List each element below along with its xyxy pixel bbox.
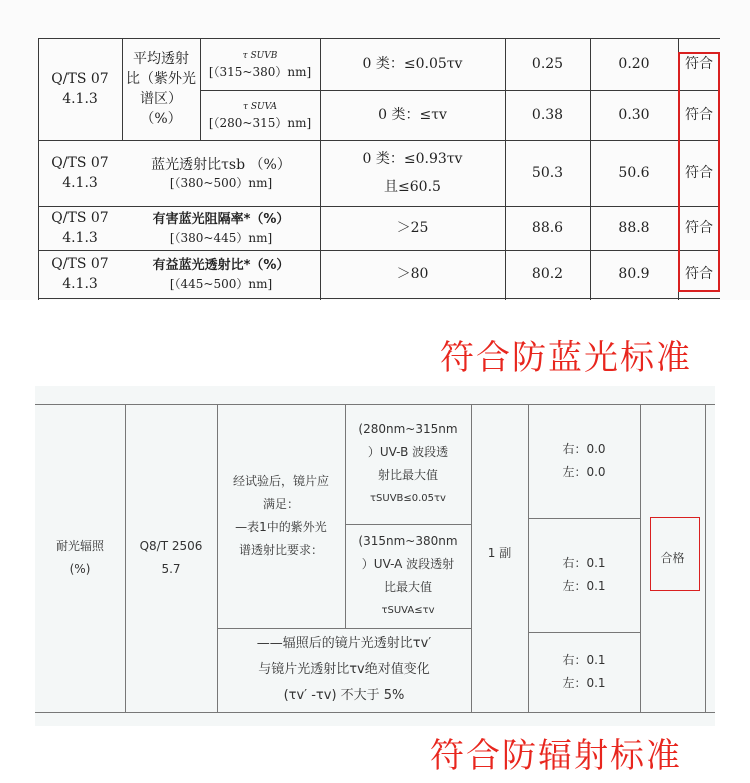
requirement-text: τSUVA≤τv [381,605,435,616]
item-text: 有益蓝光透射比*（%） [152,258,290,273]
requirement-text: 0 类：≤0.93τv [362,151,463,167]
value-cell [590,206,678,250]
item-text: [（380~500）nm] [169,176,273,190]
col-divider [705,404,706,712]
value-cell [528,632,640,712]
item-text: （%） [140,111,182,127]
subitem-cell [200,90,320,140]
requirement-text: 与镜片光透射比τv绝对值变化 [258,662,430,677]
requirement-cell [320,250,505,298]
requirement-text: ＞80 [396,266,429,282]
condition-text: —表1中的紫外光 [235,520,327,534]
item-cell [122,250,320,298]
requirement-text: 0 类：≤τv [378,107,447,123]
standard-text: 5.7 [161,562,181,576]
result-text: 符合 [685,220,713,236]
requirement-text: ——辐照后的镜片光透射比τv′ [256,636,432,651]
range-text: [（315~380）nm] [208,65,312,79]
item-text: 比（紫外光 [126,71,196,87]
clause-code: Q/TS 07 [51,71,109,87]
table-border [35,712,715,713]
item-text: (%) [69,562,91,576]
subitem-cell [200,38,320,90]
result-text: 合格 [660,550,685,565]
value-right: 右：0.1 [562,556,606,570]
result-text: 符合 [685,56,713,72]
value-right: 右：0.1 [562,653,606,667]
item-cell [35,404,125,712]
item-text: [（380~445）nm] [169,231,273,245]
clause-code: Q/TS 07 [51,210,109,226]
value-text: 0.25 [531,56,564,72]
value-cell [590,38,678,90]
clause-number: 4.1.3 [62,230,98,246]
caption-blue-light: 符合防蓝光标准 [440,338,692,378]
standard-cell [125,404,217,712]
value-cell [590,250,678,298]
value-text: 80.2 [531,266,564,282]
requirement-text: 0 类：≤0.05τv [362,56,463,72]
value-cell [505,140,590,206]
row-divider [38,298,720,299]
clause-number: 4.1.3 [62,175,98,191]
result-text: 符合 [685,266,713,282]
symbol-text: τ SUVB [242,51,278,61]
value-left: 左：0.0 [562,465,606,479]
requirement-cell [320,140,505,206]
requirement-text: 且≤60.5 [384,179,441,195]
value-cell [505,90,590,140]
requirement-text: 比最大值 [383,580,432,594]
value-cell [528,404,640,518]
caption-radiation: 符合防辐射标准 [430,736,682,776]
requirement-text: (280nm~315nm [358,422,458,436]
requirement-cell [320,38,505,90]
requirement-cell [320,206,505,250]
value-cell [505,206,590,250]
requirement-text: ）UV-B 波段透 [367,445,449,459]
quantity-text: 1 副 [487,546,512,560]
value-cell [590,90,678,140]
item-text: 谱区） [140,91,182,107]
result-text: 符合 [685,107,713,123]
value-left: 左：0.1 [562,676,606,690]
requirement-text: (315nm~380nm [358,534,458,548]
value-text: 0.38 [531,107,564,123]
condition-text: 谱透射比要求： [238,543,323,557]
uvb-requirement-cell [345,404,471,524]
result-highlight-box [678,52,720,292]
clause-code: Q/TS 07 [51,155,109,171]
uva-requirement-cell [345,524,471,628]
value-text: 0.20 [618,56,650,72]
clause-cell [38,250,122,298]
value-text: 80.9 [618,266,650,282]
item-cell [122,140,320,206]
item-text: 有害蓝光阻隔率*（%） [152,212,290,227]
result-highlight-box [650,517,700,591]
condition-text: 经试验后，镜片应 [232,474,329,488]
range-text: [（280~315）nm] [208,116,312,130]
after-irradiation-cell [217,628,471,712]
value-text: 88.6 [531,220,564,236]
clause-code: Q/TS 07 [51,256,109,272]
blue-light-test-table [0,0,750,300]
value-cell [505,250,590,298]
quantity-cell [471,404,528,712]
value-text: 88.8 [618,220,650,236]
item-text: [（445~500）nm] [169,277,273,291]
result-text: 符合 [685,165,713,181]
condition-text: 满足： [262,497,299,511]
value-right: 右：0.0 [562,442,606,456]
requirement-text: ）UV-A 波段透射 [361,557,455,571]
value-left: 左：0.1 [562,579,606,593]
item-cell [122,38,200,140]
requirement-cell [320,90,505,140]
standard-text: Q8/T 2506 [139,539,203,553]
requirement-text: ＞25 [396,220,429,236]
value-text: 50.6 [618,165,650,181]
clause-number: 4.1.3 [62,276,98,292]
requirement-text: (τv′ -τv) 不大于 5% [283,688,405,703]
clause-cell [38,140,122,206]
value-cell [590,140,678,206]
item-text: 耐光辐照 [55,539,104,553]
clause-number: 4.1.3 [62,91,98,107]
item-text: 蓝光透射比τsb （%） [151,157,291,173]
item-text: 平均透射 [133,51,189,67]
requirement-text: 射比最大值 [377,468,438,482]
radiation-test-table [35,386,715,726]
symbol-text: τ SUVA [243,102,277,112]
value-text: 50.3 [531,165,564,181]
item-cell [122,206,320,250]
value-text: 0.30 [618,107,650,123]
clause-cell [38,206,122,250]
value-cell [505,38,590,90]
value-cell [528,518,640,632]
requirement-text: τSUVB≤0.05τv [370,493,446,504]
clause-cell [38,38,122,140]
condition-cell [217,404,345,628]
